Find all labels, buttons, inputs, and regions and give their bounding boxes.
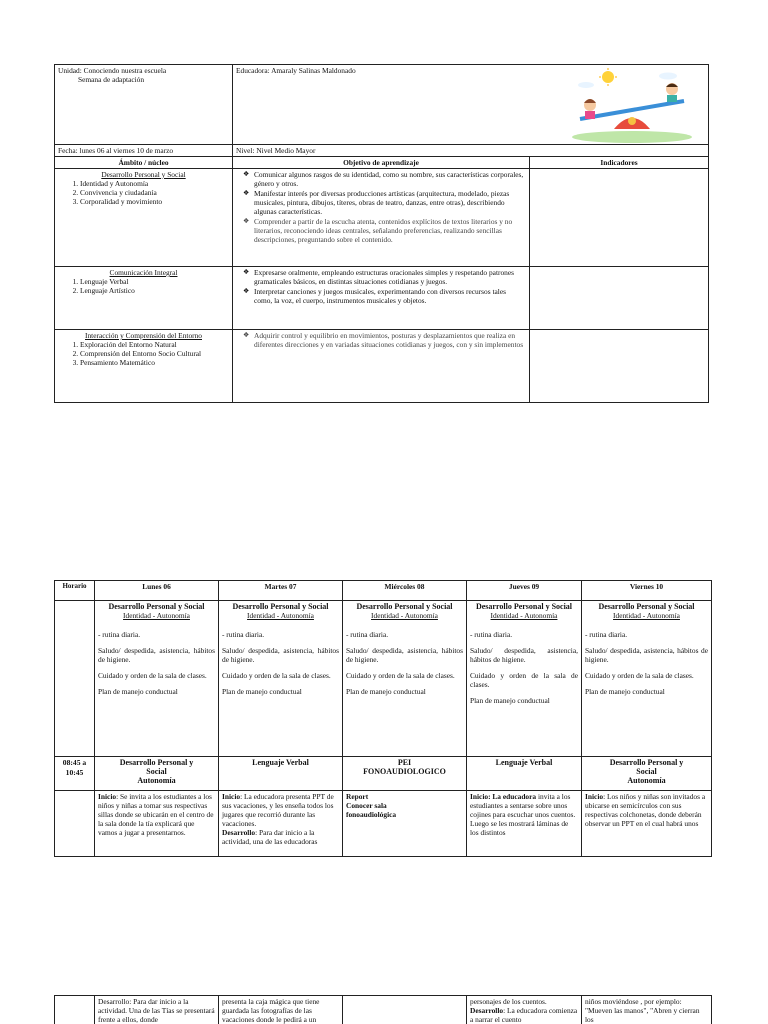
day-header-miercoles: Miércoles 08 xyxy=(343,581,467,601)
routine-area: Desarrollo Personal y Social xyxy=(598,602,695,611)
objetivo-item: ❖ Interpretar canciones y juegos musicales, experimentando con diversos recursos tales como, la voz, el cuerpo, instrumentos musicales y objetos. xyxy=(254,287,526,305)
fecha-cell: Fecha: lunes 06 al viernes 10 de marzo xyxy=(55,145,233,157)
routine-item: - rutina diaria. xyxy=(585,630,628,639)
routine-area: Desarrollo Personal y Social xyxy=(356,602,453,611)
routine-cell xyxy=(582,601,712,757)
routine-cell xyxy=(467,601,582,757)
activity-cell xyxy=(219,791,343,857)
nucleo-list xyxy=(58,340,229,367)
day-header-lunes: Lunes 06 xyxy=(95,581,219,601)
routine-sub: Identidad - Autonomía xyxy=(123,611,190,620)
time-slot-cell: 08:45 a 10:45 xyxy=(55,757,95,791)
routine-item: - rutina diaria. xyxy=(98,630,141,639)
activity-text: : La educadora presenta PPT de sus vacaciones, y les enseña todos los jugares que recorrió durante las vacaciones. xyxy=(222,792,334,828)
objetivo-list xyxy=(236,170,526,244)
activity-label: Inicio xyxy=(222,792,241,801)
routine-item: Cuidado y orden de la sala de clases. xyxy=(470,671,578,689)
nucleo-item: 1. Exploración del Entorno Natural xyxy=(80,340,229,349)
activity-label: Inicio xyxy=(98,792,117,801)
day-header-viernes: Viernes 10 xyxy=(582,581,712,601)
area-line: Social xyxy=(636,767,657,776)
routine-cell xyxy=(219,601,343,757)
indicador-cell xyxy=(530,330,709,403)
routine-item: Cuidado y orden de la sala de clases. xyxy=(98,671,207,680)
routine-area: Desarrollo Personal y Social xyxy=(232,602,329,611)
routine-area: Desarrollo Personal y Social xyxy=(475,602,573,611)
col-header-objetivo: Objetivo de aprendizaje xyxy=(233,157,530,169)
area-cell xyxy=(467,757,582,791)
ambito-title: Comunicación Integral xyxy=(109,268,178,277)
routine-item: Saludo/ despedida, asistencia, hábitos de higiene. xyxy=(222,646,339,664)
activity-cell: niños moviéndose , por ejemplo: "Mueven las manos", "Abren y cierran los xyxy=(582,996,712,1024)
ambito-cell xyxy=(55,169,233,267)
indicador-cell xyxy=(530,267,709,330)
area-cell xyxy=(219,757,343,791)
area-cell xyxy=(582,757,712,791)
day-header-jueves: Jueves 09 xyxy=(467,581,582,601)
col-header-ambito: Ámbito / núcleo xyxy=(55,157,233,169)
activity-cell xyxy=(343,791,467,857)
routine-cell xyxy=(343,601,467,757)
activity-text: invita a los estudiantes a sentarse sobre unos cojines para escuchar unos cuentos. Luego se les mostrará láminas de los distintos xyxy=(470,792,576,837)
area-line: Lenguaje Verbal xyxy=(252,758,309,767)
area-cell xyxy=(95,757,219,791)
activity-label: Inicio xyxy=(585,792,604,801)
objetivo-cell xyxy=(233,169,530,267)
ambito-cell xyxy=(55,330,233,403)
nucleo-item: 1. Lenguaje Verbal xyxy=(80,277,229,286)
horario-header: Horario xyxy=(55,581,95,601)
ambito-title: Interacción y Comprensión del Entorno xyxy=(85,331,202,340)
activity-label: Desarrollo xyxy=(222,828,256,837)
routine-item: Plan de manejo conductual xyxy=(346,687,426,696)
activity-cell: Desarrollo: Para dar inicio a la actividad. Una de las Tías se presentará frente a ellos, donde xyxy=(95,996,219,1024)
routine-item: Cuidado y orden de la sala de clases. xyxy=(346,671,455,680)
activity-cell xyxy=(343,996,467,1024)
objetivo-cell xyxy=(233,330,530,403)
semana-text: Semana de adaptación xyxy=(78,75,145,84)
nucleo-item: 1. Identidad y Autonomía xyxy=(80,179,229,188)
indicador-cell xyxy=(530,169,709,267)
routine-item: Plan de manejo conductual xyxy=(98,687,178,696)
time-cell-empty xyxy=(55,791,95,857)
objetivo-list xyxy=(236,268,526,305)
activity-cell xyxy=(95,791,219,857)
nucleo-list xyxy=(58,179,229,206)
routine-item: Saludo/ despedida, asistencia, hábitos de higiene. xyxy=(470,646,578,664)
area-line: Desarrollo Personal y xyxy=(609,758,684,767)
objetivo-item: ❖ Adquirir control y equilibrio en movimientos, posturas y desplazamientos que realiza en diferentes direcciones y en variadas situaciones cotidianas y juegos, con y sin implementos xyxy=(254,331,526,349)
activity-line: Conocer sala xyxy=(346,801,387,810)
activity-line: Report xyxy=(346,792,369,801)
time-cell-empty xyxy=(55,996,95,1024)
area-line: PEI xyxy=(397,758,412,767)
nucleo-item: 2. Convivencia y ciudadanía xyxy=(80,188,229,197)
schedule-table xyxy=(54,580,712,857)
activity-label: Inicio: La educadora xyxy=(470,792,537,801)
ambito-title: Desarrollo Personal y Social xyxy=(101,170,186,179)
activity-cell: presenta la caja mágica que tiene guardada las fotografías de las vacaciones donde le pedirá a un xyxy=(219,996,343,1024)
activity-cell xyxy=(467,791,582,857)
schedule-continuation-wrapper xyxy=(54,995,712,1024)
activity-cell xyxy=(467,996,582,1024)
routine-cell xyxy=(95,601,219,757)
routine-item: - rutina diaria. xyxy=(346,630,389,639)
planning-table-wrapper xyxy=(54,64,709,403)
objetivo-item: ❖ Comunicar algunos rasgos de su identidad, como su nombre, sus características corporales, género y otros. xyxy=(254,170,526,188)
activity-text: : La educadora comienza a narrar el cuento xyxy=(470,1006,578,1024)
schedule-continuation-table xyxy=(54,995,712,1024)
routine-item: Cuidado y orden de la sala de clases. xyxy=(222,671,331,680)
routine-item: Cuidado y orden de la sala de clases. xyxy=(585,671,694,680)
nucleo-item: 2. Lenguaje Artístico xyxy=(80,286,229,295)
objetivo-item: ❖ Expresarse oralmente, empleando estructuras oracionales simples y respetando patrones gramaticales básicos, en distintas situaciones cotidianas y juegos. xyxy=(254,268,526,286)
routine-item: Saludo/ despedida, asistencia, hábitos de higiene. xyxy=(98,646,215,664)
activity-line: personajes de los cuentos. xyxy=(470,997,547,1006)
area-line: Autonomía xyxy=(627,776,666,785)
nivel-cell: Nivel: Nivel Medio Mayor xyxy=(233,145,709,157)
area-line: FONOAUDIOLOGICO xyxy=(363,767,446,776)
area-cell xyxy=(343,757,467,791)
area-line: Autonomía xyxy=(137,776,176,785)
routine-item: Saludo/ despedida, asistencia, hábitos de higiene. xyxy=(585,646,708,664)
day-header-martes: Martes 07 xyxy=(219,581,343,601)
activity-line: fonoaudiológica xyxy=(346,810,397,819)
planning-table xyxy=(54,64,709,403)
routine-item: Plan de manejo conductual xyxy=(470,696,550,705)
educadora-text: Educadora: Amaraly Salinas Maldonado xyxy=(236,66,356,75)
col-header-indicadores: Indicadores xyxy=(530,157,709,169)
objetivo-item: ❖ Manifestar interés por diversas producciones artísticas (arquitectura, modelado, piezas musicales, pintura, dibujos, títeres, obras de teatro, danzas, entre otras), describiendo algunas características. xyxy=(254,189,526,216)
routine-sub: Identidad - Autonomía xyxy=(613,611,680,620)
ambito-cell xyxy=(55,267,233,330)
objetivo-list xyxy=(236,331,526,349)
unidad-cell xyxy=(55,65,233,145)
routine-item: Plan de manejo conductual xyxy=(585,687,665,696)
nucleo-item: 3. Corporalidad y movimiento xyxy=(80,197,229,206)
educadora-cell xyxy=(233,65,709,145)
activity-label: Desarrollo xyxy=(470,1006,504,1015)
routine-item: - rutina diaria. xyxy=(222,630,265,639)
nucleo-list xyxy=(58,277,229,295)
routine-item: Plan de manejo conductual xyxy=(222,687,302,696)
area-line: Lenguaje Verbal xyxy=(495,758,553,767)
nucleo-item: 2. Comprensión del Entorno Socio Cultural xyxy=(80,349,229,358)
unidad-text: Unidad: Conociendo nuestra escuela xyxy=(58,66,167,75)
routine-area: Desarrollo Personal y Social xyxy=(108,602,205,611)
routine-sub: Identidad - Autonomía xyxy=(247,611,314,620)
nucleo-item: 3. Pensamiento Matemático xyxy=(80,358,229,367)
area-line: Desarrollo Personal y xyxy=(119,758,194,767)
activity-cell xyxy=(582,791,712,857)
schedule-table-wrapper xyxy=(54,580,712,857)
activity-text: : Para dar inicio a la actividad, una de las educadoras xyxy=(222,828,318,846)
routine-item: Saludo/ despedida, asistencia, hábitos de higiene. xyxy=(346,646,463,664)
objetivo-cell xyxy=(233,267,530,330)
routine-item: - rutina diaria. xyxy=(470,630,513,639)
routine-sub: Identidad - Autonomía xyxy=(490,611,558,620)
children-seesaw-illustration xyxy=(568,67,696,143)
activity-text: : Se invita a los estudiantes a los niños y niñas a tomar sus respectivas sillas donde se ubicarán en el centro de la sala donde la tía explicará que vamos a jugar a presentarnos. xyxy=(98,792,214,837)
routine-sub: Identidad - Autonomía xyxy=(371,611,438,620)
time-cell-empty xyxy=(55,601,95,757)
objetivo-item: ❖ Comprender a partir de la escucha atenta, contenidos explícitos de textos literarios y no literarios, reconociendo ideas centrales, señalando preferencias, realizando sencillas descripciones, preguntando sobre el contenido. xyxy=(254,217,526,244)
area-line: Social xyxy=(146,767,167,776)
activity-text: : Los niños y niñas son invitados a ubicarse en semicírculos con sus respectivas colchonetas, donde deberán observar un PPT en el cual habrá unos xyxy=(585,792,706,828)
